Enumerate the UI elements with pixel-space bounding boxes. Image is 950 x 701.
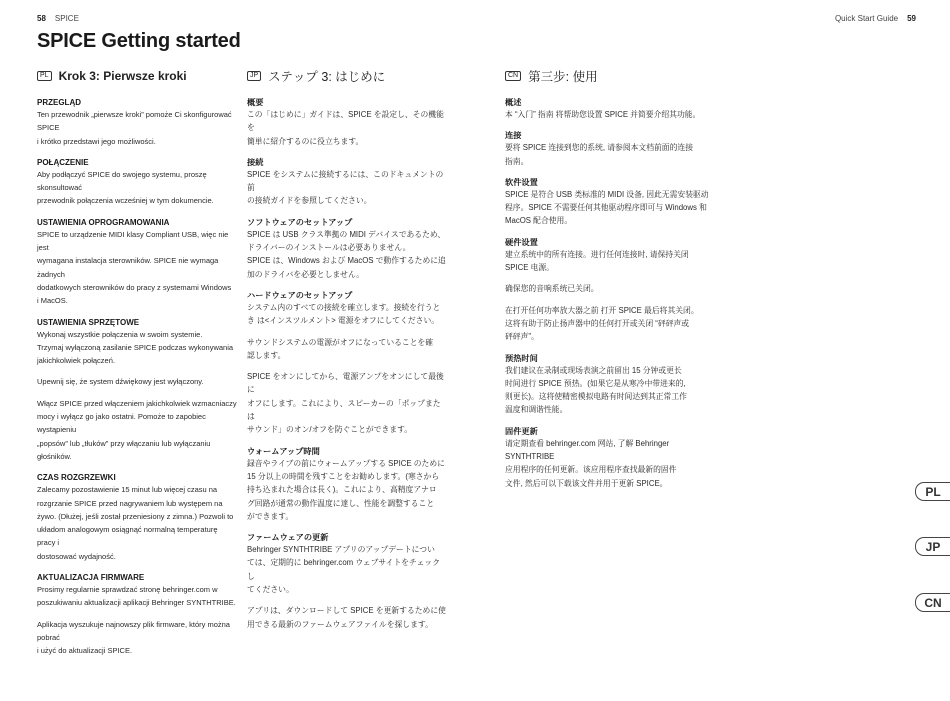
paragraph: SPICE to urządzenie MIDI klasy Compliant USB, więc nie jest wymagana instalacja sterowników. SPICE nie wymaga żadnych dodatkowych sterowników do pracy z systemami Windows i MacOS. xyxy=(37,229,232,306)
paragraph: システム内のすべての接続を確立します。接続を行うと き は<インスツルメント> 電源をオフにしてください。 xyxy=(247,302,441,326)
section-heading: 软件设置 xyxy=(505,177,538,187)
column-heading xyxy=(505,68,710,84)
section-heading: PRZEGLĄD xyxy=(37,98,81,107)
column-title: 第三步: 使用 xyxy=(528,70,598,84)
section xyxy=(37,317,237,464)
paragraph: 録音やライブの前にウォームアップする SPICE のために 15 分以上の時間を残すことをお勧めします。(寒さから 持ち込まれた場合は長く)。これにより、高精度アナロ グ回路が通常の動作温度に達し、性能を調整すること ができます。 xyxy=(247,458,445,521)
section xyxy=(247,157,447,208)
section-heading: 预热时间 xyxy=(505,353,538,363)
section-heading: ウォームアップ時間 xyxy=(247,446,320,456)
page-title: SPICE Getting started xyxy=(37,30,241,52)
paragraph: 本 “入门” 指南 将帮助您设置 SPICE 并简要介绍其功能。 xyxy=(505,110,701,119)
language-badge: PL xyxy=(37,71,52,81)
section xyxy=(247,446,447,523)
section-heading: 概要 xyxy=(247,98,264,107)
section-heading: CZAS ROZGRZEWKI xyxy=(37,473,116,483)
language-tab-pl[interactable]: PL xyxy=(915,482,950,501)
paragraph: 确保您的音响系统已关闭。 xyxy=(505,284,599,294)
section xyxy=(37,97,237,148)
section-heading: ファームウェアの更新 xyxy=(247,533,329,543)
paragraph: サウンドシステムの電源がオフになっていることを確 認します。 xyxy=(247,337,434,360)
paragraph: SPICE は USB クラス準拠の MIDI デバイスであるため、 ドライバーのインストールは必要ありません。 SPICE は、Windows および MacOS で動作するために追 加のドライバを必要としません。 xyxy=(247,229,446,279)
section xyxy=(37,572,237,657)
section xyxy=(37,157,237,208)
header-left xyxy=(37,14,79,23)
column-title: Krok 3: Pierwsze kroki xyxy=(58,69,187,83)
column-japanese xyxy=(247,68,447,640)
section xyxy=(247,290,447,437)
paragraph: 我们建议在录制或现场表演之前留出 15 分钟或更长 时间进行 SPICE 预热。(如果它是从寒冷中带进来的, 则更长)。这将使精密模拟电路有时间达到其正常工作 温度和调谐性能。 xyxy=(505,365,687,415)
section-heading: POŁĄCZENIE xyxy=(37,157,89,167)
section xyxy=(505,97,710,121)
language-badge: CN xyxy=(505,71,521,81)
section xyxy=(247,532,447,631)
paragraph: SPICE をシステムに接続するには、このドキュメントの前 の接続ガイドを参照してください。 xyxy=(247,169,444,206)
section-heading: AKTUALIZACJA FIRMWARE xyxy=(37,573,145,583)
section xyxy=(37,217,237,308)
paragraph: Wykonaj wszystkie połączenia w swoim systemie. Trzymaj wyłączoną zasilanie SPICE podczas wykonywania jakichkolwiek połączeń. xyxy=(37,329,234,366)
column-heading xyxy=(37,68,237,84)
section xyxy=(505,237,710,344)
language-badge: JP xyxy=(247,71,261,81)
section-heading: ハードウェアのセットアップ xyxy=(247,290,353,300)
language-tab-cn[interactable]: CN xyxy=(915,593,950,612)
paragraph: 请定期查看 behringer.com 网站, 了解 Behringer SYNTHTRIBE 应用程序的任何更新。该应用程序查找最新的固件 文件, 然后可以下载该文件并用于更新 SPICE。 xyxy=(505,438,677,488)
paragraph: SPICE 是符合 USB 类标准的 MIDI 设备, 因此无需安装驱动 程序。SPICE 不需要任何其他驱动程序即可与 Windows 和 MacOS 配合使用。 xyxy=(505,189,709,226)
section xyxy=(247,97,447,148)
right-page-number: 59 xyxy=(907,14,916,23)
section xyxy=(505,177,710,228)
paragraph: SPICE をオンにしてから、電源アンプをオンにして最後に オフにします。これにより、スピーカーの「ポップまたは サウンド」のオン/オフを防ぐことができます。 xyxy=(247,372,444,435)
column-polish xyxy=(37,68,237,667)
left-running-title: SPICE xyxy=(54,14,79,23)
column-title: ステップ 3: はじめに xyxy=(268,70,386,84)
header-right xyxy=(835,14,916,23)
paragraph: 要将 SPICE 连接到您的系统, 请参阅本文档前面的连接 指南。 xyxy=(505,143,693,166)
section-heading: 硬件设置 xyxy=(505,237,538,247)
section xyxy=(37,472,237,563)
paragraph: Włącz SPICE przed włączeniem jakichkolwiek wzmacniaczy mocy i wyłącz go jako ostatni. Pomoże to zapobiec wystąpieniu „popsów” lub „tłuków” przy włączaniu lub wyłączaniu głośników. xyxy=(37,398,237,461)
paragraph: アプリは、ダウンロードして SPICE を更新するために使 用できる最新のファームウェアファイルを探します。 xyxy=(247,606,446,629)
section-heading: USTAWIENIA SPRZĘTOWE xyxy=(37,317,140,327)
paragraph: Ten przewodnik „pierwsze kroki” pomoże Ci skonfigurować SPICE i krótko przedstawi jego możliwości. xyxy=(37,110,232,146)
right-running-title: Quick Start Guide xyxy=(834,14,899,23)
paragraph: Aby podłączyć SPICE do swojego systemu, proszę skonsultować przewodnik połączenia wcześniej w tym dokumencie. xyxy=(37,169,214,206)
section-heading: ソフトウェアのセットアップ xyxy=(247,217,353,227)
paragraph: この「はじめに」ガイドは、SPICE を設定し、その機能を 簡単に紹介するのに役立ちます。 xyxy=(247,110,444,146)
column-heading xyxy=(247,68,447,84)
paragraph: Upewnij się, że system dźwiękowy jest wyłączony. xyxy=(37,377,204,387)
section-heading: USTAWIENIA OPROGRAMOWANIA xyxy=(37,217,170,227)
section xyxy=(505,130,710,168)
section-heading: 接続 xyxy=(247,157,264,167)
paragraph: Zalecamy pozostawienie 15 minut lub więcej czasu na rozgrzanie SPICE przed nagrywaniem lub występem na żywo. (Dłużej, jeśli został przeniesiony z zimna.) Pozwoli to układom analogowym osiągnąć normalną temperaturę pracy i dostosować wydajność. xyxy=(37,485,234,561)
paragraph: Behringer SYNTHTRIBE アプリのアップデートについ ては、定期的に behringer.com ウェブサイトをチェックし てください。 xyxy=(247,545,440,595)
language-tab-jp[interactable]: JP xyxy=(915,537,950,556)
column-chinese xyxy=(505,68,710,499)
paragraph: 在打开任何功率放大器之前 打开 SPICE 最后将其关闭。 这将有助于防止扬声器中的任何打开或关闭 “砰砰声或 砰砰声”。 xyxy=(505,305,699,342)
section-heading: 连接 xyxy=(505,131,522,141)
paragraph: Prosimy regularnie sprawdzać stronę behringer.com w poszukiwaniu aktualizacji aplikacji Behringer SYNTHTRIBE. xyxy=(37,585,236,608)
section-heading: 概述 xyxy=(505,98,522,107)
section xyxy=(505,426,710,490)
paragraph: Aplikacja wyszukuje najnowszy plik firmware, który można pobrać i użyć do aktualizacji SPICE. xyxy=(37,619,230,656)
section-heading: 固件更新 xyxy=(505,426,538,436)
section xyxy=(505,353,710,417)
section xyxy=(247,217,447,281)
left-page-number: 58 xyxy=(37,14,46,23)
paragraph: 建立系统中的所有连接。进行任何连接时, 请保持关闭 SPICE 电源。 xyxy=(505,249,689,273)
